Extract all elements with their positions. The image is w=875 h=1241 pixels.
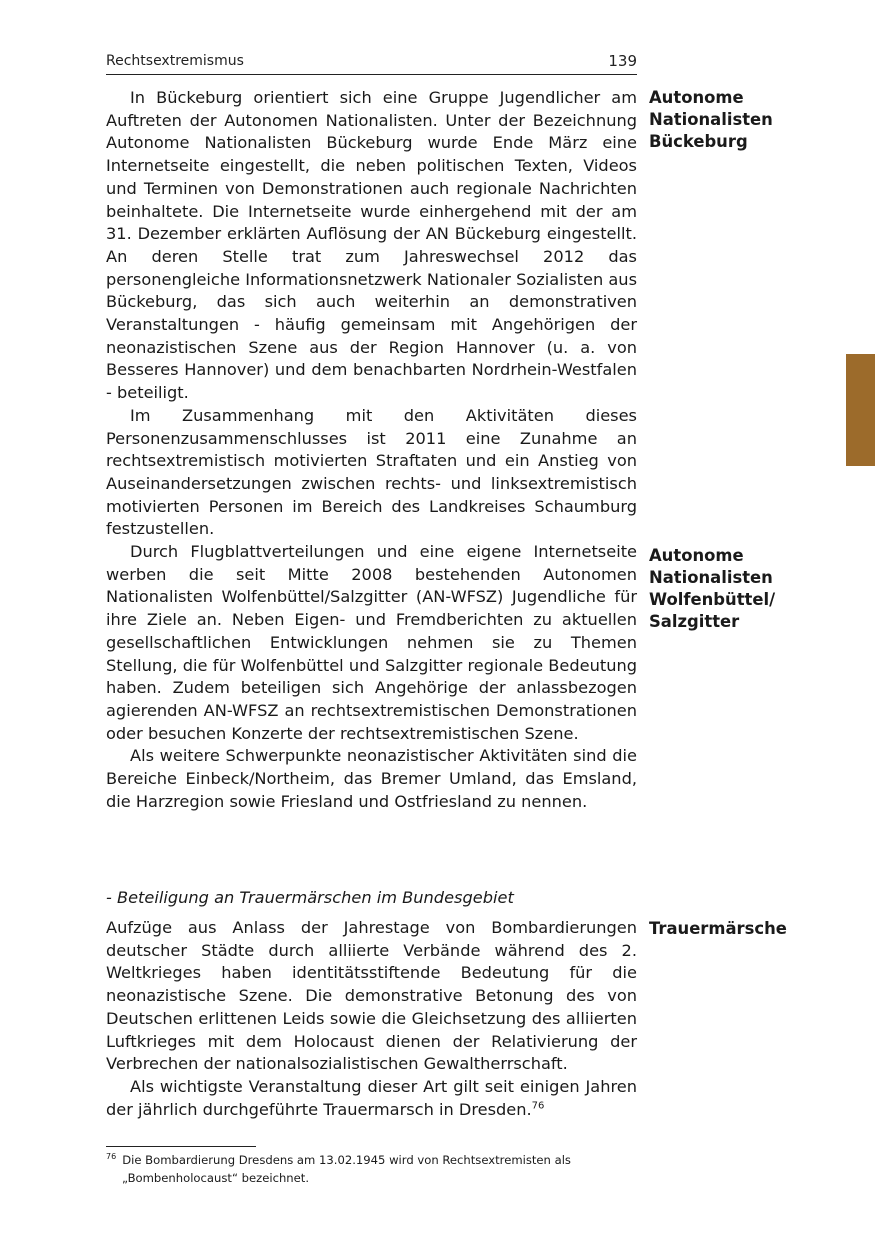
running-header-title: Rechtsextremismus <box>106 53 244 69</box>
page-number: 139 <box>608 52 637 70</box>
margin-note-wolfenbuettel <box>649 545 809 633</box>
margin-note-line: Autonome <box>649 546 744 565</box>
paragraph-schwerpunkte: Als weitere Schwerpunkte neonazistischer Aktivitäten sind die Bereiche Einbeck/Northeim, das Bremer Umland, das Emsland, die Harzregion sowie Friesland und Ostfriesland zu nennen. <box>106 746 637 811</box>
margin-note-trauermaersche <box>649 918 809 940</box>
text-block-1 <box>106 87 637 814</box>
footnote-line-1 <box>106 1151 637 1169</box>
footnote-rule <box>106 1146 256 1147</box>
paragraph-schaumburg: Im Zusammenhang mit den Aktivitäten dieses Personenzusammenschlusses ist 2011 eine Zunahme an rechtsextremistisch motivierten Straftaten und ein Anstieg von Auseinandersetzungen zwischen rechts- und linksextremistisch motivierten Personen im Bereich des Landkreises Schaumburg festzustellen. <box>106 405 637 539</box>
margin-note-line: Bückeburg <box>649 132 748 151</box>
footnote <box>106 1151 637 1187</box>
margin-note-bueckeburg <box>649 87 809 153</box>
paragraph-dresden-text: Als wichtigste Veranstaltung dieser Art gilt seit einigen Jahren der jährlich durchgeführte Trauermarsch in Dresden. <box>106 1076 637 1119</box>
footnote-reference: 76 <box>531 1100 545 1112</box>
margin-note-line: Wolfenbüttel/ <box>649 590 776 609</box>
paragraph-bueckeburg: In Bückeburg orientiert sich eine Gruppe Jugendlicher am Auftreten der Autonomen Nationalisten. Unter der Bezeichnung Autonome Nationalisten Bückeburg wurde Ende März eine Internetseite eingestellt, die neben politischen Texten, Videos und Terminen von Demonstrationen auch regionale Nachrichten beinhaltete. Die Internetseite wurde einhergehend mit der am 31. Dezember erklärten Auflösung der AN Bückeburg eingestellt. An deren Stelle trat zum Jahreswechsel 2012 das personengleiche Informationsnetzwerk Nationaler Sozialisten aus Bückeburg, das sich auch weiterhin an demonstrativen Veranstaltungen - häufig gemeinsam mit Angehörigen der neonazistischen Szene aus der Region Hannover (u. a. von Besseres Hannover) und dem benachbarten Nordrhein-Westfalen - beteiligt. <box>106 88 637 403</box>
text-block-2 <box>106 917 637 1121</box>
margin-note-line: Salzgitter <box>649 612 740 631</box>
running-header <box>106 52 637 75</box>
margin-note-line: Nationalisten <box>649 568 773 587</box>
chapter-tab-marker <box>846 354 875 466</box>
footnote-mark: 76 <box>106 1152 117 1162</box>
margin-note-line: Trauermärsche <box>649 919 787 938</box>
paragraph-dresden <box>106 1076 637 1121</box>
footnote-text-1: Die Bombardierung Dresdens am 13.02.1945 wird von Rechtsextremisten als <box>122 1153 571 1167</box>
paragraph-wolfenbuettel: Durch Flugblattverteilungen und eine eigene Internetseite werben die seit Mitte 2008 bestehenden Autonomen Nationalisten Wolfenbüttel/Salzgitter (AN-WFSZ) Jugendliche für ihre Ziele an. Neben Eigen- und Fremdberichten zu aktuellen gesellschaftlichen Entwicklungen nehmen sie zu Themen Stellung, die für Wolfenbüttel und Salzgitter regionale Bedeutung haben. Zudem beteiligen sich Angehörige der anlassbezogen agierenden AN-WFSZ an rechtsextremistischen Demonstrationen oder besuchen Konzerte der rechtsextremistischen Szene. <box>106 542 637 743</box>
footnote-text-2: „Bombenholocaust“ bezeichnet. <box>122 1171 309 1185</box>
paragraph-aufzuege: Aufzüge aus Anlass der Jahrestage von Bombardierungen deutscher Städte durch alliierte Verbände während des 2. Weltkrieges haben identitätsstiftende Bedeutung für die neonazistische Szene. Die demonstrative Betonung des von Deutschen erlittenen Leids sowie die Gleichsetzung des alliierten Luftkrieges mit dem Holocaust dienen der Relativierung der Verbrechen der nationalsozialistischen Gewaltherrschaft. <box>106 918 637 1074</box>
margin-note-line: Nationalisten <box>649 110 773 129</box>
margin-note-line: Autonome <box>649 88 744 107</box>
section-heading: - Beteiligung an Trauermärschen im Bundesgebiet <box>106 888 514 907</box>
